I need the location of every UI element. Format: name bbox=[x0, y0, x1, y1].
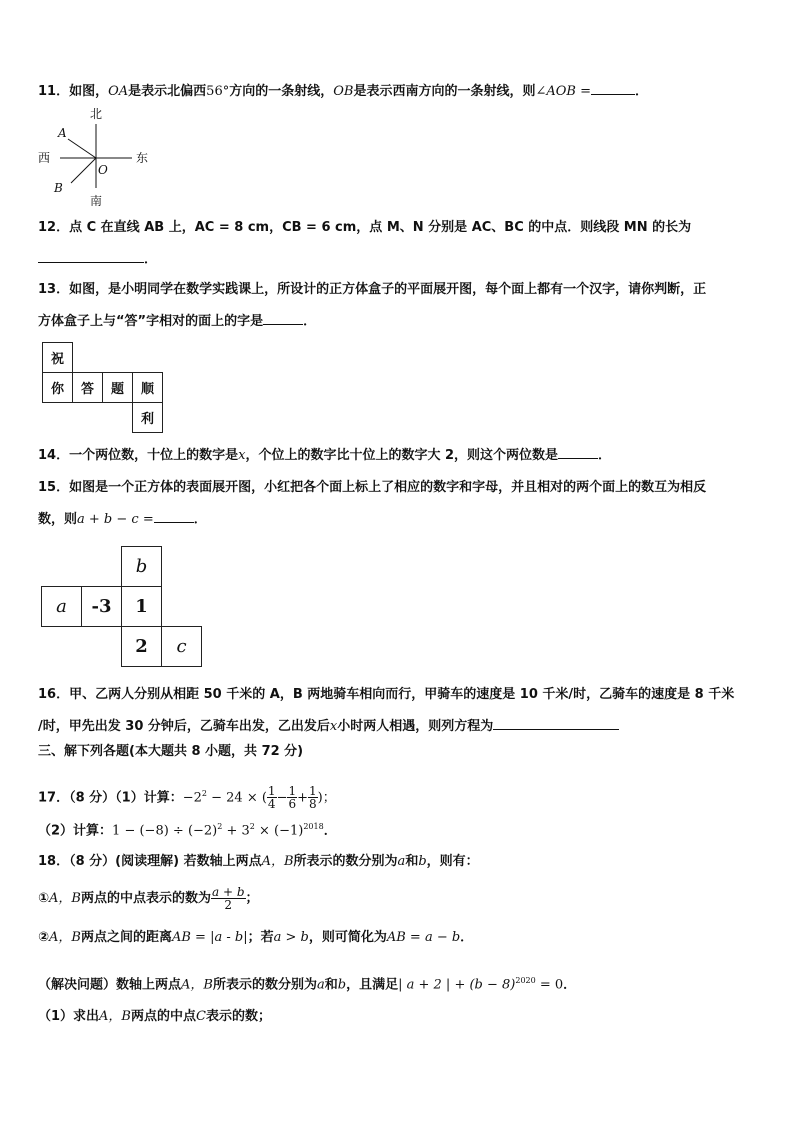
cell-ni: 你 bbox=[43, 373, 73, 403]
question-11: 11．如图，OA是表示北偏西56°方向的一条射线，OB是表示西南方向的一条射线，则∠AOB = ． bbox=[38, 84, 649, 99]
question-18-intro: 18．（8 分）(阅读理解) 若数轴上两点A，B所表示的数分别为a和b，则有： bbox=[38, 854, 479, 869]
ray-oa bbox=[68, 139, 96, 158]
question-number: 13． bbox=[38, 282, 70, 297]
question-number: 11． bbox=[38, 84, 70, 99]
label-east: 东 bbox=[136, 151, 149, 165]
question-13-line2: 方体盒子上与“答”字相对的面上的字是 ． bbox=[38, 314, 317, 329]
question-number: 16． bbox=[38, 687, 70, 702]
compass-diagram bbox=[36, 104, 156, 210]
cell-ti: 题 bbox=[103, 373, 133, 403]
cube-net-13 bbox=[42, 342, 163, 433]
ray-ob bbox=[71, 158, 96, 183]
question-17-part1: 17．（8 分）（1）计算：$-2^2 - 24$ × ( $\frac{1}{4}$ − $\frac{1}{6}$ + $\frac{1}{8}$ )； bbox=[38, 784, 336, 812]
question-12: 12．点 C 在直线 AB 上，AC = 8 cm，CB = 6 cm，点 M、N 分别是 AC、BC 的中点．则线段 MN 的长为 bbox=[38, 220, 692, 235]
question-number: 15． bbox=[38, 480, 70, 495]
label-a: A bbox=[58, 126, 67, 140]
question-14: 14．一个两位数，十位上的数字是x，个位上的数字比十位上的数字大 2，则这个两位数是 ． bbox=[38, 448, 612, 463]
cell-neg3: -3 bbox=[82, 587, 122, 627]
cell-a: a bbox=[42, 587, 82, 627]
question-number: 18． bbox=[38, 854, 70, 869]
question-17-part2: （2）计算：$1 - (-8) \div (-2)^2 + 3^2 \times (-1)^{2018}$． bbox=[38, 822, 337, 839]
fraction: $\frac{1}{4}$ bbox=[267, 784, 276, 812]
question-16: 16．甲、乙两人分别从相距 50 千米的 A，B 两地骑车相向而行，甲骑车的速度是 10 千米/时，乙骑车的速度是 8 千米 bbox=[38, 687, 735, 702]
question-13: 13．如图，是小明同学在数学实践课上，所设计的正方体盒子的平面展开图，每个面上都有一个汉字，请你判断，正 bbox=[38, 282, 707, 297]
label-b: B bbox=[54, 181, 63, 195]
cell-li: 利 bbox=[133, 403, 163, 433]
label-west: 西 bbox=[38, 151, 51, 165]
cell-one: 1 bbox=[122, 587, 162, 627]
cell-shun: 顺 bbox=[133, 373, 163, 403]
label-o: O bbox=[98, 163, 108, 177]
cell-two: 2 bbox=[122, 627, 162, 667]
question-12-answer-line: ． bbox=[38, 250, 157, 269]
answer-blank bbox=[154, 510, 194, 523]
answer-blank bbox=[493, 717, 619, 730]
question-number: 12． bbox=[38, 220, 70, 235]
answer-blank bbox=[591, 82, 635, 95]
answer-blank bbox=[558, 446, 598, 459]
label-north: 北 bbox=[90, 107, 103, 121]
cell-zhu: 祝 bbox=[43, 343, 73, 373]
question-18-solve: （解决问题）数轴上两点A，B所表示的数分别为a和b，且满足| a + 2 | + $(b - 8)^{2020} = 0$． bbox=[38, 976, 577, 993]
question-15-line2: 数，则a + b − c = ． bbox=[38, 512, 207, 527]
cell-b: b bbox=[122, 547, 162, 587]
label-south: 南 bbox=[90, 194, 103, 208]
fraction: $\frac{a + b}{2}$ bbox=[211, 885, 245, 912]
question-number: 14． bbox=[38, 448, 70, 463]
question-18-sub1: （1）求出A，B两点的中点C表示的数； bbox=[38, 1009, 271, 1024]
answer-blank bbox=[263, 312, 303, 325]
cube-net-15 bbox=[41, 546, 202, 667]
cell-c: c bbox=[162, 627, 202, 667]
question-18-item2: ②A，B两点之间的距离AB = |a - b|；若a > b，则可简化为AB = a − b． bbox=[38, 930, 474, 945]
section-3-heading: 三、解下列各题(本大题共 8 小题，共 72 分) bbox=[38, 744, 304, 759]
question-18-item1: ①A，B两点的中点表示的数为 $\frac{a + b}{2}$ ； bbox=[38, 885, 259, 912]
question-16-line2: /时，甲先出发 30 分钟后，乙骑车出发，乙出发后x小时两人相遇，则列方程为 bbox=[38, 717, 619, 736]
answer-blank bbox=[38, 250, 144, 263]
cell-da: 答 bbox=[73, 373, 103, 403]
fraction: $\frac{1}{6}$ bbox=[288, 784, 297, 812]
question-15: 15．如图是一个正方体的表面展开图，小红把各个面上标上了相应的数字和字母，并且相对的两个面上的数互为相反 bbox=[38, 480, 707, 495]
fraction: $\frac{1}{8}$ bbox=[309, 784, 317, 812]
question-number: 17． bbox=[38, 790, 70, 806]
